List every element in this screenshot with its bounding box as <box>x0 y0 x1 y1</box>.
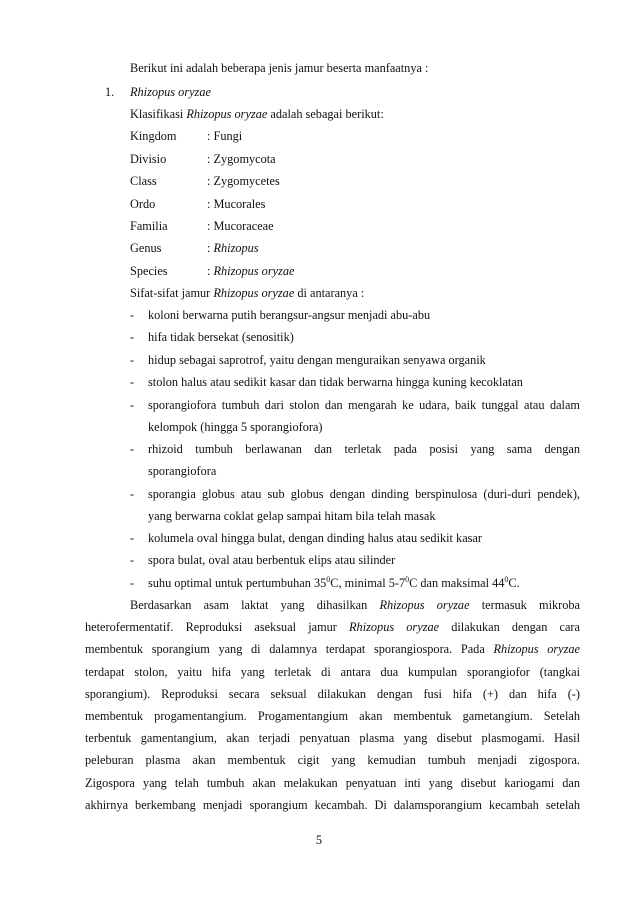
page-number: 5 <box>315 833 323 847</box>
list-number: 1. <box>105 85 115 99</box>
list-item-title: Rhizopus oryzae <box>130 85 211 99</box>
traits-lead: Sifat-sifat jamur Rhizopus oryzae di antaranya : <box>130 286 365 300</box>
classification-lead: Klasifikasi Rhizopus oryzae adalah sebagai berikut: <box>130 107 384 121</box>
document-page: Berikut ini adalah beberapa jenis jamur beserta manfaatnya : 1. Rhizopus oryzae Klasifikasi Rhizopus oryzae adalah sebagai berikut: Kingdom : Fungi Divisio : Zygomycota Class : Zygomycetes Ordo : Mucorales Familia : Mucoraceae Genus : Rhizopus Species : Rhizopus oryzae Sifat-sifat jamur Rhizopus oryzae di antaranya : - koloni berwarna putih berangsur-angsur menjadi abu-abu - hifa tidak bersekat (senositik) - hidup sebagai saprotrof, yaitu dengan menguraikan senyawa organik - stolon halus atau sedikit kasar dan tidak berwarna hingga kuning kecoklatan - sporangiofora tumbuh dari stolon dan mengarah ke udara, baik tunggal atau dalam kelompok (hingga 5 sporangiofora) - rhizoid tumbuh berlawanan dan terletak pada posisi yang sama dengan sporangiofora - sporangia globus atau sub globus dengan dinding berspinulosa (duri-duri pendek), yang berwarna coklat gelap sampai hitam bila telah masak - kolumela oval hingga bulat, dengan dinding halus atau sedikit kasar - spora bulat, oval atau berbentuk elips atau silinder - suhu optimal untuk pertumbuhan $35^0C$, minimal $5-7^0C$ dan maksimal $44^0C$. Berdasarkan asam laktat yang dihasilkan Rhizopus oryzae termasuk mikroba heterofermentatif. Reproduksi aseksual jamur Rhizopus oryzae dilakukan dengan cara membentuk sporangium yang di dalamnya terdapat sporangiospora. Pada Rhizopus oryzae terdapat stolon, yaitu hifa yang terletak di antara dua kumpulan sporangiofor (tangkai sporangium). Reproduksi secara seksual dilakukan dengan fusi hifa (+) dan hifa (-) membentuk progamentangium. Progamentangium akan membentuk gametangium. Setelah terbentuk gamentangium, akan terjadi penyatuan plasma yang disebut plasmogami. Hasil peleburan plasma akan membentuk cigit yang kemudian tumbuh menjadi zigospora. Zigospora yang telah tumbuh akan melakukan penyatuan inti yang disebut kariogami dan akhirnya berkembang menjadi sporangium kecambah. Di dalamsporangium kecambah setelah 5 <box>0 0 638 903</box>
intro-text: Berikut ini adalah beberapa jenis jamur beserta manfaatnya : <box>130 61 429 75</box>
list-item-heading <box>105 84 211 100</box>
